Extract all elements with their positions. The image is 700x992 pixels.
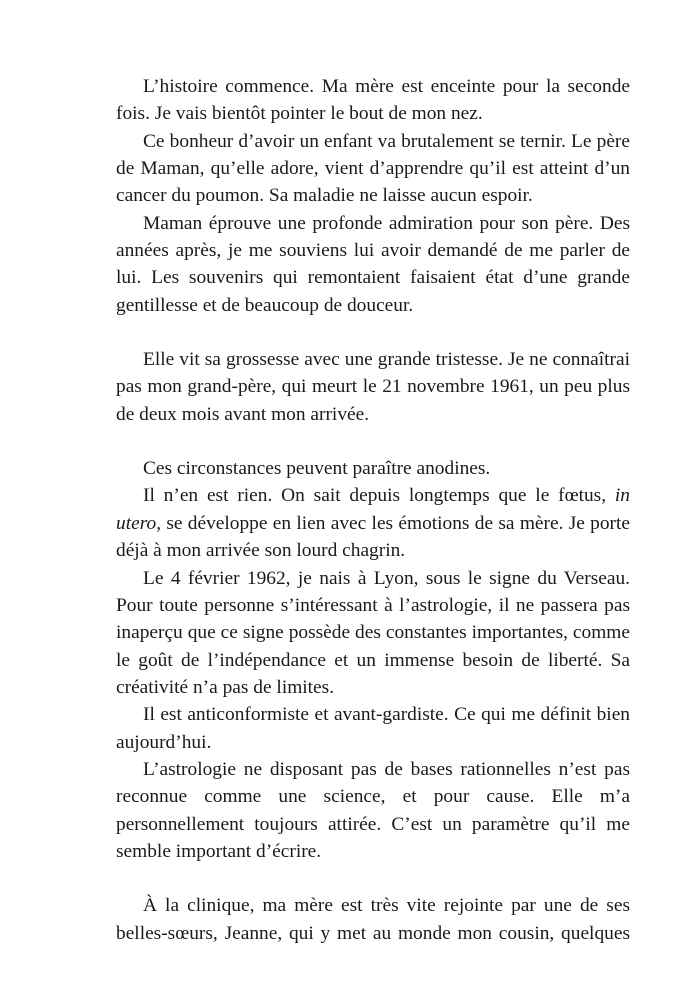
- paragraph-7: Le 4 février 1962, je nais à Lyon, sous le signe du Verseau. Pour toute personne s’intéressant à l’astrologie, il ne passera pas inaperçu que ce signe possède des constantes importantes, comme le goût de l’indépendance et un immense besoin de liberté. Sa créativité n’a pas de limites.: [116, 567, 630, 698]
- paragraph-6-start: Il n’en est rien. On sait depuis longtemps que le fœtus,: [143, 485, 615, 507]
- paragraph-4: Elle vit sa grossesse avec une grande tristesse. Je ne connaîtrai pas mon grand-père, qui meurt le 21 novembre 1961, un peu plus de deux mois avant mon arrivée.: [116, 349, 630, 425]
- paragraph-3: Maman éprouve une profonde admiration pour son père. Des années après, je me souviens lui avoir demandé de me parler de lui. Les souvenirs qui remontaient faisaient état d’une grande gentillesse et de beaucoup de douceur.: [116, 212, 630, 316]
- paragraph-5: Ces circonstances peuvent paraître anodines.: [143, 458, 491, 480]
- paragraph-6: [116, 482, 630, 564]
- document-page: [116, 73, 630, 947]
- paragraph-9: L’astrologie ne disposant pas de bases rationnelles n’est pas reconnue comme une science, et pour cause. Elle m’a personnellement toujours attirée. C’est un paramètre qu’il me semble important d’écrire.: [116, 758, 630, 862]
- paragraph-2: Ce bonheur d’avoir un enfant va brutalement se ternir. Le père de Maman, qu’elle adore, vient d’apprendre qu’il est atteint d’un cancer du poumon. Sa maladie ne laisse aucun espoir.: [116, 130, 630, 207]
- paragraph-6-end: , se développe en lien avec les émotions de sa mère. Je porte déjà à mon arrivée son lourd chagrin.: [116, 512, 630, 562]
- paragraph-10: À la clinique, ma mère est très vite rejointe par une de ses belles-sœurs, Jeanne, qui y met au monde mon cousin, quelques: [116, 895, 630, 944]
- paragraph-1: L’histoire commence. Ma mère est enceinte pour la seconde fois. Je vais bientôt pointer le bout de mon nez.: [116, 76, 630, 125]
- paragraph-8: Il est anticonformiste et avant-gardiste. Ce qui me définit bien aujourd’hui.: [116, 704, 630, 753]
- in-utero-italic: in utero: [116, 485, 630, 534]
